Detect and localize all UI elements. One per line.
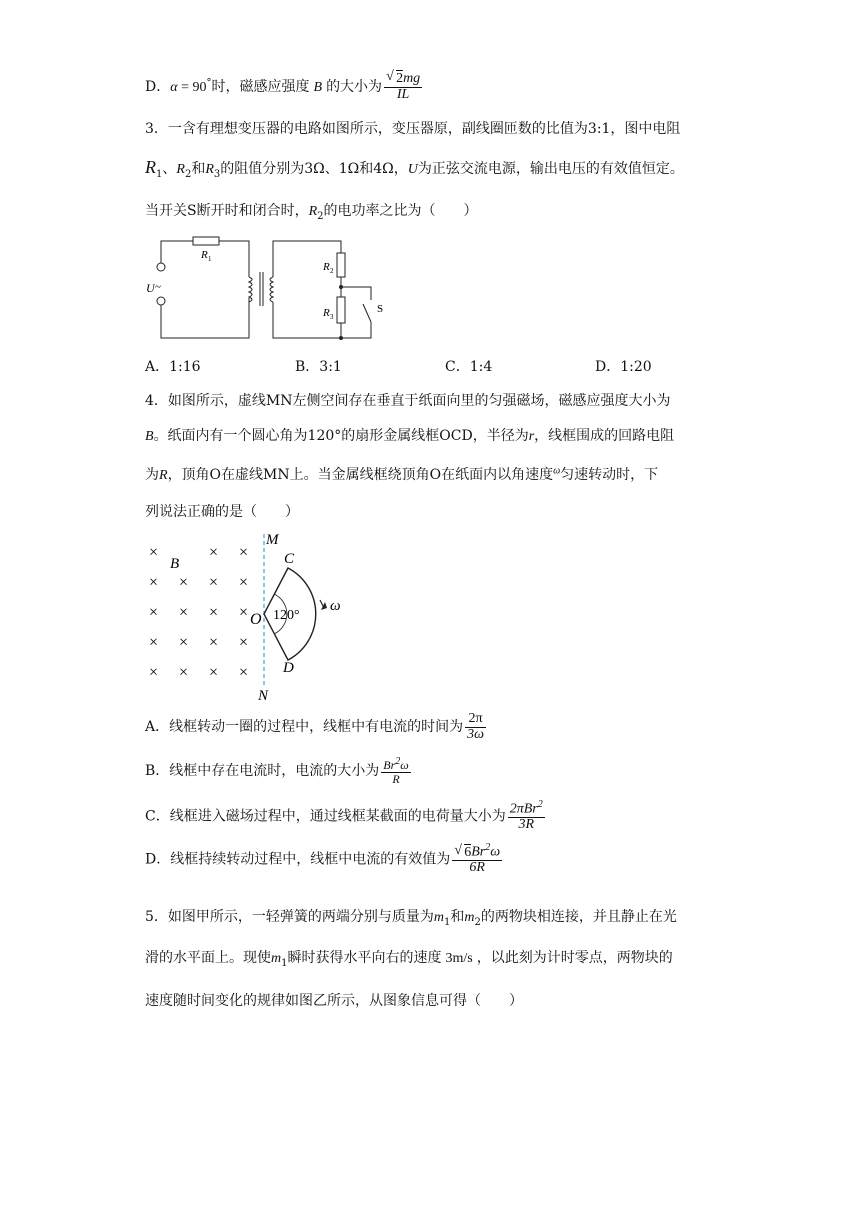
q3-option-b: B．3:1 [295, 359, 342, 375]
q2-d-fraction: √ $\frac{2mg}{IL}$ [384, 72, 422, 102]
q2-option-d: D．α = 90°时，磁感应强度 B 的大小为 √ $\frac{2mg}{IL}$ [145, 72, 422, 102]
q5-line3: 速度随时间变化的规律如图乙所示，从图象信息可得（ ） [145, 993, 523, 1009]
fig-label-o: O [250, 611, 262, 628]
fig-r1-sub: 1 [208, 255, 212, 263]
fig-r1-label: R [201, 249, 208, 261]
q3-line3: 当开关S断开时和闭合时，$R_2$的电功率之比为（ ） [145, 203, 478, 222]
field-cross: × [239, 634, 249, 651]
fig-tilde: ~ [155, 281, 161, 293]
q3-line1: 3．一含有理想变压器的电路如图所示，变压器原，副线圈匝数的比值为3:1，图中电阻 [145, 121, 681, 137]
q3-circuit-figure [145, 230, 395, 345]
magnetic-field-crosses [149, 544, 248, 681]
field-cross: × [149, 544, 159, 561]
q5-line1: 5．如图甲所示，一轻弹簧的两端分别与质量为$m_1$和$m_2$的两物块相连接，并且静止在光 [145, 909, 677, 928]
fig-label-d: D [283, 660, 294, 676]
field-cross: × [239, 664, 249, 681]
q4-line3: 为R，顶角O在虚线MN上。当金属线框绕顶角O在纸面内以角速度$^\omega$匀速转动时，下 [145, 465, 659, 483]
field-cross: × [209, 604, 219, 621]
fig-r2-sub: 2 [330, 267, 334, 275]
q5-line2: 滑的水平面上。现使$m_1$瞬时获得水平向右的速度 3m/s ，以此刻为计时零点，两物块的 [145, 950, 673, 969]
fig-r3-label: R [323, 307, 330, 319]
fig-r2-label: R [323, 261, 330, 273]
field-cross: × [209, 574, 219, 591]
field-cross: × [149, 634, 159, 651]
field-cross: × [179, 664, 189, 681]
fig-label-c: C [284, 551, 295, 567]
fig-switch-label: S [377, 303, 384, 315]
field-cross: × [239, 544, 249, 561]
field-cross: × [209, 544, 219, 561]
field-cross: × [179, 634, 189, 651]
fig-label-m: M [266, 532, 279, 548]
field-cross: × [179, 574, 189, 591]
fig-angle-label: 120° [273, 608, 300, 623]
q3-line2: $R_1$、$R_2$和$R_3$的阻值分别为3Ω、1Ω和4Ω，U为正弦交流电源，输出电压的有效值恒定。 [145, 157, 684, 180]
q3-option-d: D．1:20 [595, 359, 652, 375]
fig-label-n: N [258, 688, 269, 703]
fig-u-label: U [146, 281, 155, 295]
fig-label-b: B [170, 556, 180, 572]
field-cross: × [149, 604, 159, 621]
field-cross: × [149, 574, 159, 591]
q4-option-d: D．线框持续转动过程中，线框中电流的有效值为 √ $\frac{6Br^2\omega}{6R}$ [145, 843, 502, 876]
field-cross: × [149, 664, 159, 681]
field-cross: × [239, 604, 249, 621]
fig-r3-sub: 3 [330, 313, 334, 321]
field-cross: × [209, 634, 219, 651]
q3-option-a: A．1:16 [145, 359, 201, 375]
q4-line4: 列说法正确的是（ ） [145, 504, 299, 520]
field-cross: × [179, 604, 189, 621]
q4-option-b: B．线框中存在电流时，电流的大小为 $\frac{Br^2\omega}{R}$ [145, 756, 409, 786]
fig-omega-label: ω [330, 598, 341, 614]
q3-option-c: C．1:4 [445, 359, 493, 375]
field-cross: × [239, 574, 249, 591]
q4-line2: B。纸面内有一个圆心角为120°的扇形金属线框OCD，半径为r，线框围成的回路电阻 [145, 428, 675, 444]
q4-line1: 4．如图所示，虚线MN左侧空间存在垂直于纸面向里的匀强磁场，磁感应强度大小为 [145, 393, 671, 409]
q4-option-c: C．线框进入磁场过程中，通过线框某截面的电荷量大小为 $\frac{2\pi Br^2}{3R}$ [145, 799, 543, 833]
q4-sector-figure [140, 528, 360, 703]
q4-option-a: A．线框转动一圈的过程中，线框中有电流的时间为 $\frac{2\pi}{3\omega}$ [145, 711, 485, 742]
field-cross: × [209, 664, 219, 681]
